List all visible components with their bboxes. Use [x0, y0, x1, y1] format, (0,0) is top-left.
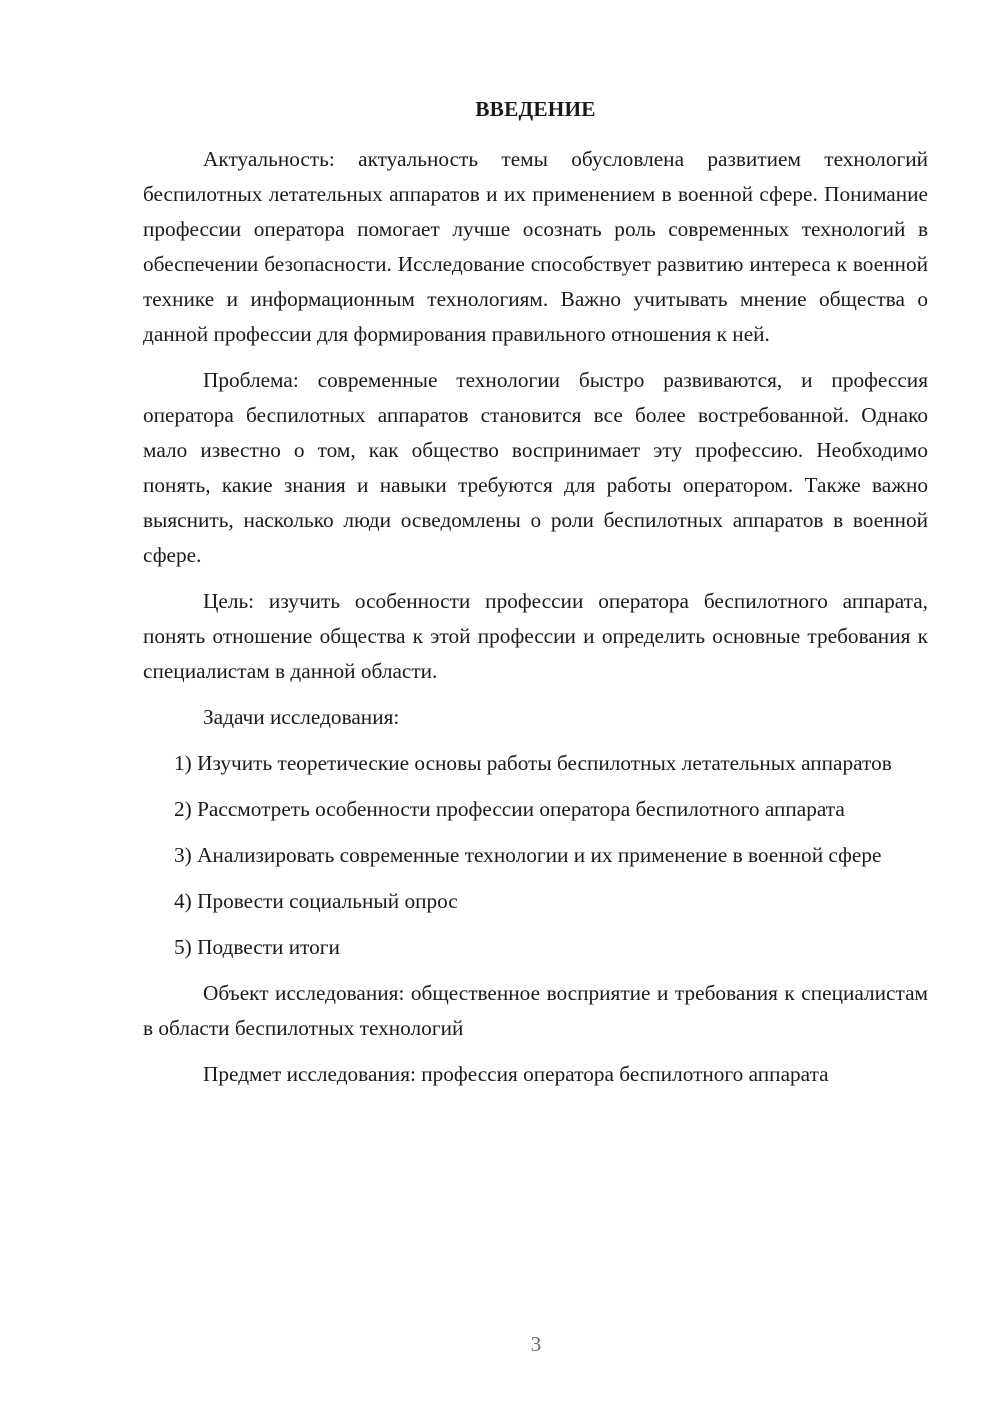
task-item-1: 1) Изучить теоретические основы работы беспилотных летательных аппаратов [174, 751, 892, 775]
paragraph-subject: Предмет исследования: профессия оператора беспилотного аппарата [203, 1062, 829, 1086]
paragraph-relevance: Актуальность: актуальность темы обусловлена развитием технологий беспилотных летательных аппаратов и их применением в военной сфере. Понимание профессии оператора помогает лучше осознать роль современных технологий в обеспечении безопасности. Исследование способствует развитию интереса к военной технике и информационным технологиям. Важно учитывать мнение общества о данной профессии для формирования правильного отношения к ней. [143, 147, 928, 346]
page-title: ВВЕДЕНИЕ [475, 97, 596, 121]
task-item-4: 4) Провести социальный опрос [174, 889, 458, 913]
document-page [143, 92, 928, 1103]
task-item-5: 5) Подвести итоги [174, 935, 340, 959]
task-item-2: 2) Рассмотреть особенности профессии оператора беспилотного аппарата [174, 797, 845, 821]
paragraph-object: Объект исследования: общественное восприятие и требования к специалистам в области беспилотных технологий [143, 981, 928, 1040]
task-item-3: 3) Анализировать современные технологии и их применение в военной сфере [174, 843, 882, 867]
page-number: 3 [530, 1332, 542, 1356]
paragraph-problem: Проблема: современные технологии быстро развиваются, и профессия оператора беспилотных аппаратов становится все более востребованной. Однако мало известно о том, как общество воспринимает эту профессию. Необходимо понять, какие знания и навыки требуются для работы оператором. Также важно выяснить, насколько люди осведомлены о роли беспилотных аппаратов в военной сфере. [143, 368, 928, 567]
paragraph-goal: Цель: изучить особенности профессии оператора беспилотного аппарата, понять отношение общества к этой профессии и определить основные требования к специалистам в данной области. [143, 589, 928, 683]
paragraph-tasks-heading: Задачи исследования: [203, 705, 400, 729]
